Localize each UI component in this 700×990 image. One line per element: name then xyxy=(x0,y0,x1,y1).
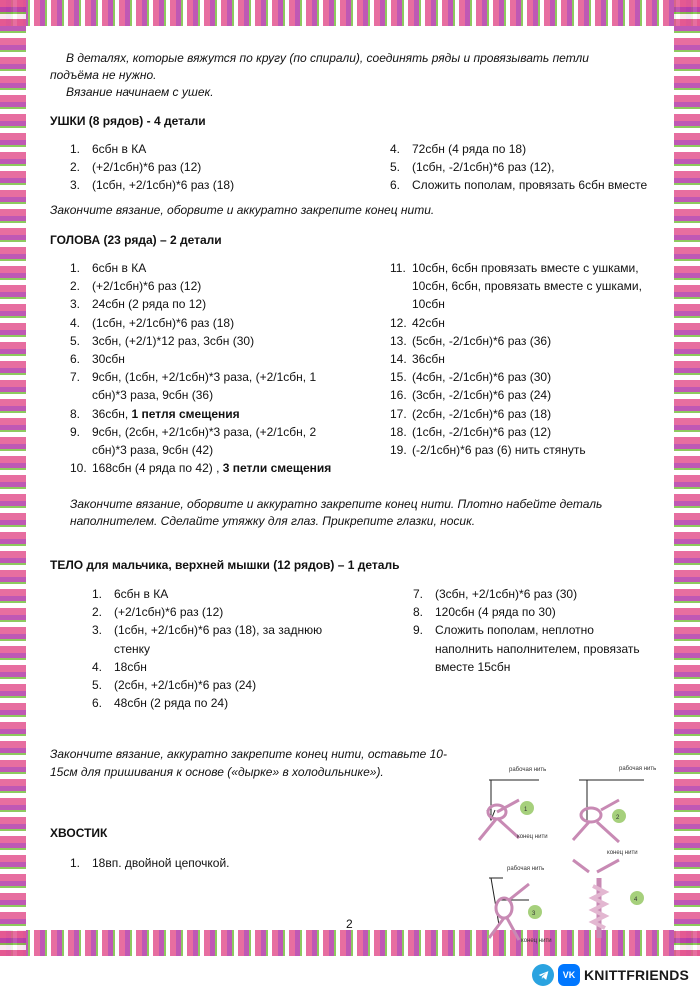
list-item: 2. (+2/1сбн)*6 раз (12) xyxy=(92,605,224,620)
svg-text:4: 4 xyxy=(634,897,638,903)
svg-text:1: 1 xyxy=(524,807,528,813)
list-item: 1. 6сбн в КА xyxy=(70,261,147,275)
document-page xyxy=(26,26,674,944)
svg-text:3: 3 xyxy=(532,911,536,917)
list-item: 18. (1сбн, -2/1сбн)*6 раз (12) xyxy=(390,424,552,439)
brand-watermark xyxy=(532,963,689,987)
list-item: 5. 3сбн, (+2/1)*12 раз, 3сбн (30) xyxy=(70,333,255,348)
list-item: 8. 36сбн, 1 петля смещения xyxy=(70,406,240,421)
list-item: 2. (+2/1сбн)*6 раз (12) xyxy=(70,160,202,175)
intro-line-2: подъёма не нужно. xyxy=(50,68,157,82)
svg-text:рабочая нить: рабочая нить xyxy=(619,766,657,772)
list-item: 1. 6сбн в КА xyxy=(92,587,169,601)
chain-stitch-diagram xyxy=(469,760,674,950)
head-list-right xyxy=(390,259,674,459)
svg-text:конец нити: конец нити xyxy=(607,850,638,856)
body-note-1: Закончите вязание, аккуратно закрепите конец нити, оставьте 10- xyxy=(50,747,447,761)
list-item: 11. 10сбн, 6сбн провязать вместе с ушками, xyxy=(390,261,639,275)
tail-heading: ХВОСТИК xyxy=(50,826,108,840)
body-note-2: 15см для пришивания к основе («дырке» в холодильнике»). xyxy=(50,765,384,779)
svg-text:рабочая нить: рабочая нить xyxy=(507,866,545,872)
list-item: 13. (5сбн, -2/1сбн)*6 раз (36) xyxy=(390,333,552,348)
telegram-icon xyxy=(532,964,554,986)
list-item: сбн)*3 раза, 9сбн (42) xyxy=(92,443,214,458)
list-item: 6. 30сбн xyxy=(70,352,125,367)
list-item: 10сбн xyxy=(412,297,445,312)
list-item: 9. Сложить пополам, неплотно xyxy=(413,623,594,638)
list-item: 5. (2сбн, +2/1сбн)*6 раз (24) xyxy=(92,678,257,693)
svg-text:2: 2 xyxy=(616,815,620,821)
list-item: 6. Сложить пополам, провязать 6сбн вместе xyxy=(390,178,648,193)
intro-line-1: В деталях, которые вяжутся по кругу (по спирали), соединять ряды и провязывать петли xyxy=(66,51,589,65)
list-item: 7. (3сбн, +2/1сбн)*6 раз (30) xyxy=(413,587,578,601)
body-list-right xyxy=(413,585,673,676)
ears-list-left xyxy=(70,140,370,195)
head-list-left xyxy=(70,259,370,477)
list-item: 1. 18вп. двойной цепочкой. xyxy=(70,856,230,870)
list-item: 4. (1сбн, +2/1сбн)*6 раз (18) xyxy=(70,315,235,330)
ears-list-right xyxy=(390,140,674,195)
list-item: 16. (3сбн, -2/1сбн)*6 раз (24) xyxy=(390,388,552,403)
list-item: 4. 18сбн xyxy=(92,659,147,674)
intro-line-3: Вязание начинаем с ушек. xyxy=(66,85,214,99)
brand-name: KNITTFRIENDS xyxy=(584,967,690,983)
list-item: вместе 15сбн xyxy=(435,659,511,674)
diagram-step-1 xyxy=(479,767,548,840)
body-list-left xyxy=(92,585,372,712)
ears-note: Закончите вязание, оборвите и аккуратно закрепите конец нити. xyxy=(50,203,435,217)
list-item: 6. 48сбн (2 ряда по 24) xyxy=(92,696,229,711)
list-item: 3. 24сбн (2 ряда по 12) xyxy=(70,297,207,312)
list-item: 5. (1сбн, -2/1сбн)*6 раз (12), xyxy=(390,160,555,175)
list-item: 3. (1сбн, +2/1сбн)*6 раз (18), за заднюю xyxy=(92,623,323,638)
list-item: 8. 120сбн (4 ряда по 30) xyxy=(413,605,556,620)
list-item: 17. (2сбн, -2/1сбн)*6 раз (18) xyxy=(390,406,552,421)
svg-text:рабочая нить: рабочая нить xyxy=(509,767,547,773)
body-heading: ТЕЛО для мальчика, верхней мышки (12 рядов) – 1 деталь xyxy=(50,558,400,572)
list-item: сбн)*3 раза, 9сбн (36) xyxy=(92,388,214,403)
list-item: 2. (+2/1сбн)*6 раз (12) xyxy=(70,279,202,294)
head-heading: ГОЛОВА (23 ряда) – 2 детали xyxy=(50,233,222,247)
ears-heading: УШКИ (8 рядов) - 4 детали xyxy=(50,114,206,128)
list-item: 1. 6сбн в КА xyxy=(70,142,147,156)
vk-icon: VK xyxy=(558,964,580,986)
tail-list xyxy=(70,854,370,872)
list-item: стенку xyxy=(114,641,151,656)
list-item: 9. 9сбн, (2сбн, +2/1сбн)*3 раза, (+2/1сбн, 2 xyxy=(70,424,317,439)
page-number: 2 xyxy=(346,917,353,931)
head-note-1: Закончите вязание, оборвите и аккуратно закрепите конец нити. Плотно набейте деталь xyxy=(70,497,603,511)
decorative-border-top xyxy=(0,0,700,26)
list-item: наполнить наполнителем, провязать xyxy=(435,641,640,656)
head-note-2: наполнителем. Сделайте утяжку для глаз. Прикрепите глазки, носик. xyxy=(70,514,476,528)
list-item: 19. (-2/1сбн)*6 раз (6) нить стянуть xyxy=(390,443,586,458)
diagram-step-3 xyxy=(489,866,552,944)
decorative-border-left xyxy=(0,0,26,956)
list-item: 10сбн, 6сбн, провязать вместе с ушками, xyxy=(412,279,642,294)
list-item: 4. 72сбн (4 ряда по 18) xyxy=(390,142,527,156)
list-item: 12. 42сбн xyxy=(390,315,445,330)
decorative-border-right xyxy=(674,0,700,956)
list-item: 15. (4сбн, -2/1сбн)*6 раз (30) xyxy=(390,370,552,385)
list-item: 14. 36сбн xyxy=(390,352,445,367)
diagram-step-4 xyxy=(573,860,644,938)
svg-text:конец нити: конец нити xyxy=(521,938,552,944)
diagram-step-2 xyxy=(573,766,656,856)
list-item: 3. (1сбн, +2/1сбн)*6 раз (18) xyxy=(70,178,235,193)
list-item: 10. 168сбн (4 ряда по 42) , 3 петли смещения xyxy=(70,461,332,476)
svg-text:конец нити: конец нити xyxy=(517,834,548,840)
list-item: 7. 9сбн, (1сбн, +2/1сбн)*3 раза, (+2/1сбн, 1 xyxy=(70,370,317,385)
